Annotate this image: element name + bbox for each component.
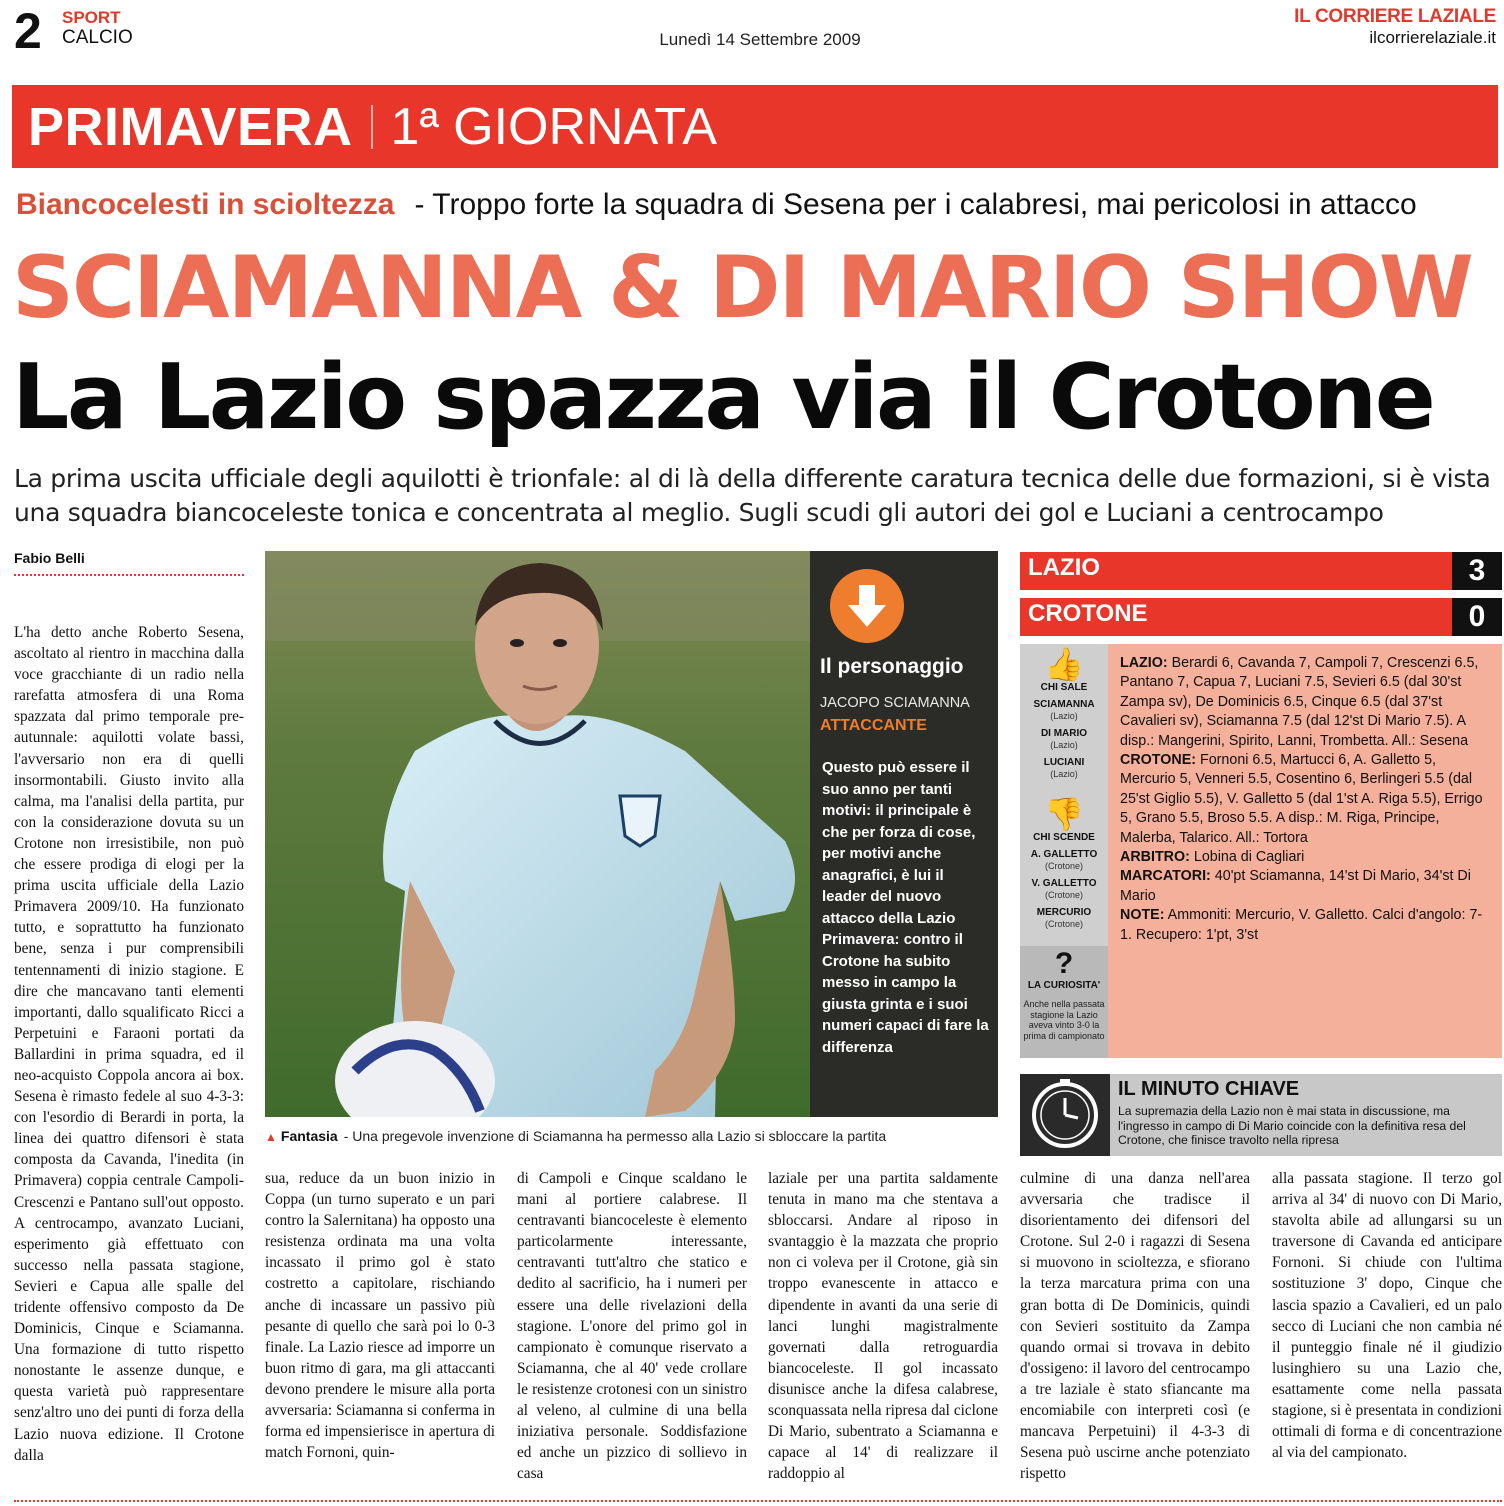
lazio-lineup-text: Berardi 6, Cavanda 7, Campoli 7, Crescenzi 6.5, Pantano 7, Capua 7, Luciani 7.5, Sevieri 6.5 (dal 30'st Zampa sv), De Dominicis 6.5, Cinque 6.5 (dal 37'st Cavalieri sv), Sciamanna 7.5 (dal 12'st Di Mario 7.5). A disp.: Mangerini, Spirito, Lanni, Trombetta. All.: Sesena	[1120, 655, 1479, 749]
page-number: 2	[14, 3, 42, 59]
notes-text: Ammoniti: Mercurio, V. Galletto. Calci d'angolo: 7-1. Recupero: 1'pt, 3'st	[1120, 907, 1483, 943]
lazio-lineup	[1120, 654, 1492, 751]
headline-secondary: La Lazio spazza via il Crotone	[12, 345, 1434, 450]
key-minute-text: La supremazia della Lazio non è mai stata in discussione, ma l'ingresso in campo di Di Mario coincide con la definitiva resa del Crotone, che finisce travolto nella ripresa	[1118, 1104, 1466, 1147]
curiosity-group	[1020, 948, 1108, 1041]
ratings-sidebar	[1020, 644, 1108, 1058]
photo-caption	[265, 1128, 998, 1144]
curiosity-label: LA CURIOSITA'	[1027, 980, 1101, 991]
key-minute-box	[1020, 1074, 1502, 1156]
curiosity-box	[1020, 946, 1108, 1058]
crotone-lineup-label: CROTONE:	[1120, 752, 1196, 769]
chi-sale-label: CHI SALE	[1040, 682, 1088, 693]
referee-text: Lobina di Cagliari	[1193, 849, 1305, 866]
chi-scende-label: CHI SCENDE	[1033, 832, 1095, 843]
player-photo-illustration	[265, 551, 810, 1117]
match-report	[1108, 644, 1502, 1058]
up-player-team: (Lazio)	[1050, 711, 1078, 721]
article-column-6: alla passata stagione. Il terzo gol arriva al 34' di nuovo con Di Mario, stavolta abile ad allungarsi su un traversone di Cavanda ed anticipare Fornoni. Si chiude con l'ultima sostituzione 3' dopo, Cinque che lascia spazio a Cavalieri, ed un palo secco di Luciani che non cambia né il punteggio finale né il giudizio lusinghiero su una Lazio che, esattamente come nella passata stagione, si è presentata in condizioni ottimali di forma e di concentrazione al via del campionato.	[1272, 1170, 1502, 1462]
scorers-text: 40'pt Sciamanna, 14'st Di Mario, 34'st Di Mario	[1120, 868, 1471, 904]
standfirst: La prima uscita ufficiale degli aquilotti è trionfale: al di là della differente caratura tecnica delle due formazioni, si è vista una squadra biancoceleste tonica e concentrata al meglio. Sugli scudi gli autori dei gol e Luciani a centrocampo	[14, 464, 1491, 527]
paper-name: IL CORRIERE LAZIALE	[1294, 6, 1496, 27]
banner-title: PRIMAVERA	[28, 96, 353, 157]
notes	[1120, 906, 1492, 945]
down-player-name: A. GALLETTO	[1030, 849, 1098, 860]
referee-label: ARBITRO:	[1120, 849, 1190, 866]
thumbs-down-icon: 👎	[1044, 796, 1084, 832]
chi-scende-group	[1020, 796, 1108, 930]
personaggio-role: ATTACCANTE	[820, 717, 927, 734]
article-column-2: sua, reduce da un buon inizio in Coppa (un turno superato e un pari contro la Salernitana) ha opposto una resistenza ordinata ma una volta incassato il primo gol è stato costretto a capitolare, rischiando anche di incassare un passivo più pesante di quello che sarà poi lo 0-3 finale. La Lazio riesce ad imporre un buon ritmo di gara, ma gli attaccanti devono prendere le misure alla porta avversaria: Sciamanna si conferma in forma ed impensierisce in apertura di match Fornoni, quin-	[265, 1170, 495, 1462]
scorers	[1120, 867, 1492, 906]
up-player-team: (Lazio)	[1050, 740, 1078, 750]
article-column-4: laziale per una partita saldamente tenuta in mano ma che stentava a sbloccarsi. Andare al riposo in svantaggio è la mazzata che proprio non ci voleva per il Crotone, già sin troppo evanescente in attacco e dipendente in avanti da una serie di lanci lunghi magistralmente governati dalla retroguardia biancoceleste. Il gol incassato disunisce anche la difesa calabrese, sconquassata nella ripresa dal ciclone Di Mario, subentrato a Sciamanna e capace al 14' di realizzare il raddoppio al	[768, 1170, 998, 1483]
banner-subtitle: 1ª GIORNATA	[390, 97, 718, 156]
caption-text: - Una pregevole invenzione di Sciamanna ha permesso alla Lazio si sbloccare la partita	[343, 1128, 887, 1144]
away-goals: 0	[1452, 598, 1502, 636]
up-player-name: SCIAMANNA	[1033, 699, 1095, 710]
byline: Fabio Belli	[14, 550, 244, 576]
away-team: CROTONE	[1028, 600, 1148, 627]
section-banner	[12, 85, 1498, 168]
kicker-highlight: Biancocelesti in scioltezza	[16, 188, 395, 221]
up-player-team: (Lazio)	[1050, 769, 1078, 779]
article-column-3: di Campoli e Cinque scaldano le mani al portiere calabrese. Il centravanti biancoceleste è elemento particolarmente interessante, centravanti tutt'altro che statico e dedito al sacrificio, ha i numeri per essere una delle rivelazioni della stagione. L'onore del primo gol in campionato è comunque riservato a Sciamanna, che al 40' vede crollare le resistenze crotonesi con un sinistro al veleno, al culmine di una bella iniziativa personale. Soddisfazione ed anche un pizzico di sollievo in casa	[517, 1170, 747, 1483]
score-row-home	[1020, 552, 1502, 590]
kicker	[16, 188, 1502, 222]
down-player-team: (Crotone)	[1044, 861, 1083, 871]
paper-url[interactable]: ilcorrierelaziale.it	[1369, 28, 1496, 47]
scorers-label: MARCATORI:	[1120, 868, 1211, 885]
crotone-lineup-text: Fornoni 6.5, Martucci 6, A. Galletto 5, Mercurio 5, Venneri 5.5, Cosentino 6, Berlingeri 5.5 (dal 25'st Giglio 5.5), V. Galletto 5 (dal 1'st A. Riga 5.5), Errigo 5, Grano 5.5, Broso 5.5. A disp.: M. Riga, Principe, Malerba, Talarico. All.: Tortora	[1120, 752, 1483, 846]
notes-label: NOTE:	[1120, 907, 1165, 924]
down-player-name: MERCURIO	[1036, 907, 1092, 918]
lazio-lineup-label: LAZIO:	[1120, 655, 1168, 671]
caption-title: Fantasia	[280, 1128, 338, 1144]
personaggio-name: JACOPO SCIAMANNA	[820, 695, 970, 711]
score-row-away	[1020, 598, 1502, 636]
article-column-1: L'ha detto anche Roberto Sesena, ascoltato al rientro in macchina dalla voce gracchiante di un radio nella rarefatta atmosfera di una Roma spazzata dal primo temporale pre-autunnale: aquilotti volate bassi, l'avversario non era di quelli insormontabili. Giusto invito alla calma, ma l'analisi della partita, pur con la considerazione dovuta su un Crotone non irresistibile, non può che essere prodiga di elogi per la prima uscita ufficiale della Lazio Primavera 2009/10. Ha funzionato tutto, e soprattutto ha funzionato bene, senza i pur comprensibili tentennamenti di inizio stagione. E dire che mancavano tanti elementi importanti, dallo squalificato Ricci a Perpetuini e Faraoni portati da Ballardini in prima squadra, ed il neo-acquisto Coppola ancora ai box. Sesena è rimasto fedele al suo 4-3-3: con l'esordio di Berardi in porta, la linea dei quattro difensori è stata composta da Cavanda, l'inedita (in Primavera) coppia centrale Campoli-Crescenzi e Pantano sull'out opposto. A centrocampo, avanzato Luciani, esperimento già effettuato con successo nella passata stagione, Sevieri e Capua alle spalle del tridente offensivo composto da De Dominicis, Cinque e Sciamanna. Una formazione di tutto rispetto nonostante le assenze dunque, e questa varietà può rappresentare senz'altro uno dei punti di forza della Lazio nuova edizione. Il Crotone dalla	[14, 624, 244, 1464]
section-name: SPORT	[62, 8, 121, 27]
home-team: LAZIO	[1028, 554, 1100, 581]
question-icon: ?	[1054, 947, 1074, 980]
clock-icon	[1020, 1074, 1110, 1156]
up-player-name: LUCIANI	[1043, 757, 1085, 768]
banner-divider	[371, 105, 373, 149]
home-goals: 3	[1452, 552, 1502, 590]
chi-sale-group	[1020, 646, 1108, 780]
down-player-name: V. GALLETTO	[1031, 878, 1097, 889]
chevron-up-icon: ▲	[265, 1130, 277, 1144]
arrow-down-glyph	[830, 569, 904, 643]
thumbs-up-icon: 👍	[1044, 646, 1084, 682]
bottom-divider	[14, 1500, 1502, 1502]
section-label	[62, 8, 133, 48]
article-column-5: culmine di una danza nell'area avversaria che tradisce il disorientamento dei difensori del Crotone. Sul 2-0 i ragazzi di Sesena si muovono in scioltezza, e sfiorano la terza marcatura prima con una gran botta di De Dominicis, quindi con Sevieri sostituito da Zampa quando ormai si trovava in debito d'ossigeno: il lavoro del centrocampo a tre laziale è stato sfiancante ma encomiabile con interpreti così (e mancava Perpetuini) il 4-3-3 di Sesena può uscirne anche potenziato rispetto	[1020, 1170, 1250, 1483]
clock-glyph	[1020, 1074, 1110, 1156]
personaggio-panel	[810, 551, 998, 1117]
curiosity-text: Anche nella passata stagione la Lazio aveva vinto 3-0 la prima di campionato	[1023, 999, 1105, 1041]
subsection-name: CALCIO	[62, 27, 133, 48]
masthead	[1294, 6, 1496, 48]
key-minute-title: IL MINUTO CHIAVE	[1118, 1078, 1300, 1100]
issue-date: Lunedì 14 Settembre 2009	[659, 30, 861, 49]
referee	[1120, 848, 1492, 867]
player-photo	[265, 551, 810, 1117]
down-player-team: (Crotone)	[1044, 890, 1083, 900]
headline-main: SCIAMANNA & DI MARIO SHOW	[12, 238, 1472, 338]
arrow-down-icon	[830, 569, 904, 643]
kicker-text: - Troppo forte la squadra di Sesena per i calabresi, mai pericolosi in attacco	[414, 188, 1417, 221]
personaggio-text: Questo può essere il suo anno per tanti motivi: il principale è che per forza di cose, per motivi anche anagrafici, è lui il leader del nuovo attacco della Lazio Primavera: contro il Crotone ha subito messo in campo la giusta grinta e i suoi numeri capaci di fare la differenza	[822, 759, 989, 1056]
up-player-name: DI MARIO	[1040, 728, 1088, 739]
down-player-team: (Crotone)	[1044, 919, 1083, 929]
crotone-lineup	[1120, 751, 1492, 848]
personaggio-title: Il personaggio	[820, 655, 964, 678]
